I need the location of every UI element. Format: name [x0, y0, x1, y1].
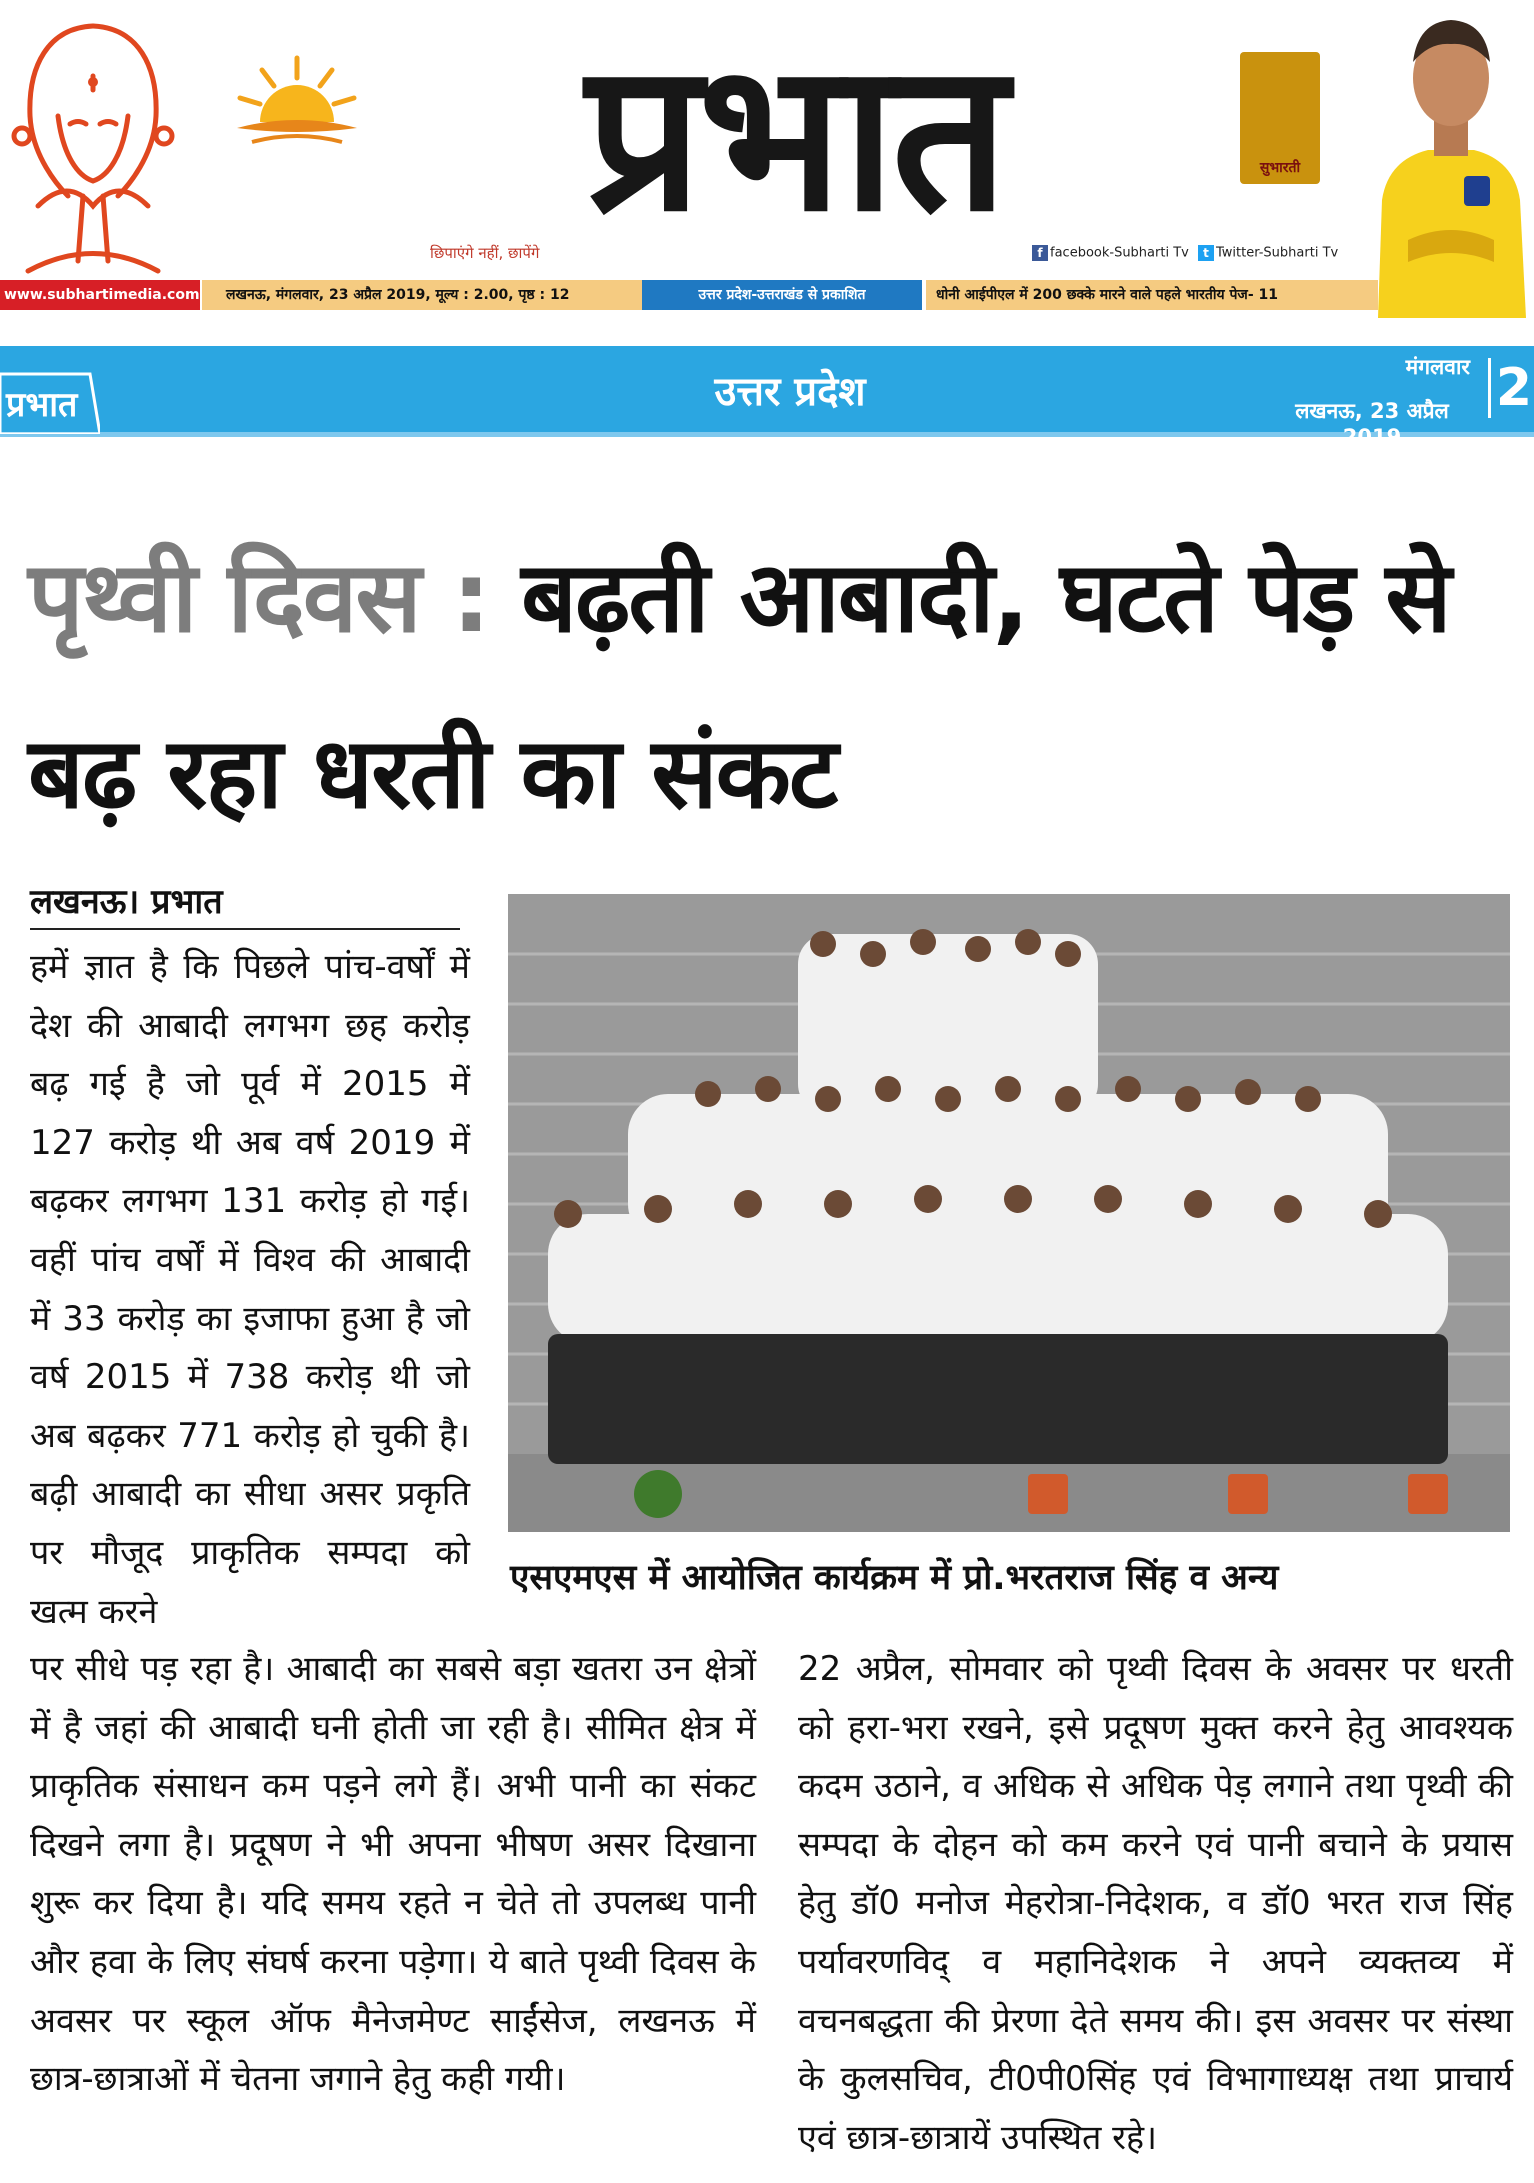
cricketer-photo: [1368, 0, 1534, 318]
headline: [28, 510, 1518, 862]
sun-icon: [232, 50, 362, 150]
facebook-link[interactable]: [1032, 245, 1189, 261]
facebook-icon: f: [1032, 245, 1048, 261]
dateline: लखनऊ। प्रभात: [30, 880, 460, 930]
headline-label: पृथ्वी दिवस: [28, 541, 420, 655]
twitter-label: Twitter-Subharti Tv: [1216, 245, 1339, 261]
tagline: छिपाएंगे नहीं, छापेंगे: [430, 244, 540, 262]
emblem-label: सुभारती: [1259, 160, 1301, 176]
page-number: 2: [1488, 358, 1534, 418]
headline-main: बढ़ती आबादी, घटते पेड़ से बढ़ रहा धरती का संकट: [28, 541, 1450, 831]
band-date: लखनऊ, 23 अप्रैल 2019: [1272, 397, 1472, 452]
article-paragraph-1: हमें ज्ञात है कि पिछले पांच-वर्षों में देश की आबादी लगभग छह करोड़ बढ़ गई है जो पूर्व में 2015 में 127 करोड़ थी अब वर्ष 2019 में बढ़कर लगभग 131 करोड़ हो गई। वहीं पांच वर्षों में विश्व की आबादी में 33 करोड़ का इजाफा हुआ है जो वर्ष 2015 में 738 करोड़ थी जो अब बढ़कर 771 करोड़ हो चुकी है। बढ़ी आबादी का सीधा असर प्रकृति पर मौजूद प्राकृतिक सम्पदा को खत्म करने: [30, 947, 470, 1632]
namaste-logo: [8, 6, 178, 278]
publication-info: उत्तर प्रदेश-उत्तराखंड से प्रकाशित: [642, 280, 922, 310]
site-url-link[interactable]: www.subhartimedia.com: [0, 280, 200, 310]
issue-info: लखनऊ, मंगलवार, 23 अप्रैल 2019, मूल्य : 2.00, पृष्ठ : 12: [202, 280, 662, 310]
photo-caption: एसएमएस में आयोजित कार्यक्रम में प्रो.भरतराज सिंह व अन्य: [510, 1558, 1279, 1598]
section-name: उत्तर प्रदेश: [714, 369, 866, 415]
twitter-icon: t: [1198, 245, 1214, 261]
facebook-label: facebook-Subharti Tv: [1050, 245, 1189, 261]
band-day: मंगलवार: [1405, 355, 1470, 379]
article-paragraph-3: 22 अप्रैल, सोमवार को पृथ्वी दिवस के अवसर पर धरती को हरा-भरा रखने, इसे प्रदूषण मुक्त करने हेतु आवश्यक कदम उठाने, व अधिक से अधिक पेड़ लगाने तथा पृथ्वी की सम्पदा के दोहन को कम करने एवं पानी बचाने के प्रयास हेतु डॉ0 मनोज मेहरोत्रा-निदेशक, व डॉ0 भरत राज सिंह पर्यावरणविद् व महानिदेशक ने अपने व्यक्तव्य में वचनबद्धता की प्रेरणा देते समय की। इस अवसर पर संस्था के कुलसचिव, टी0पी0सिंह एवं विभागाध्यक्ष तथा प्राचार्य एवं छात्र-छात्रायें उपस्थित रहे।: [798, 1649, 1513, 2158]
masthead-title: प्रभात: [585, 20, 1005, 255]
headline-separator: :: [451, 541, 489, 655]
twitter-link[interactable]: [1198, 245, 1338, 261]
article-paragraph-2: पर सीधे पड़ रहा है। आबादी का सबसे बड़ा खतरा उन क्षेत्रों में है जहां की आबादी घनी होती जा रही है। सीमित क्षेत्र में प्राकृतिक संसाधन कम पड़ने लगे हैं। अभी पानी का संकट दिखने लगा है। प्रदूषण ने भी अपना भीषण असर दिखाना शुरू कर दिया है। यदि समय रहते न चेते तो उपलब्ध पानी और हवा के लिए संघर्ष करना पड़ेगा। ये बाते पृथ्वी दिवस के अवसर पर स्कूल ऑफ मैनेजमेण्ट साईंसेज, लखनऊ में छात्र-छात्राओं में चेतना जगाने हेतु कही गयी।: [30, 1649, 756, 2100]
group-photo: [508, 894, 1510, 1532]
band-brand-label: प्रभात: [6, 385, 78, 425]
teaser-headline[interactable]: धोनी आईपीएल में 200 छक्के मारने वाले पहले भारतीय पेज- 11: [926, 280, 1378, 310]
